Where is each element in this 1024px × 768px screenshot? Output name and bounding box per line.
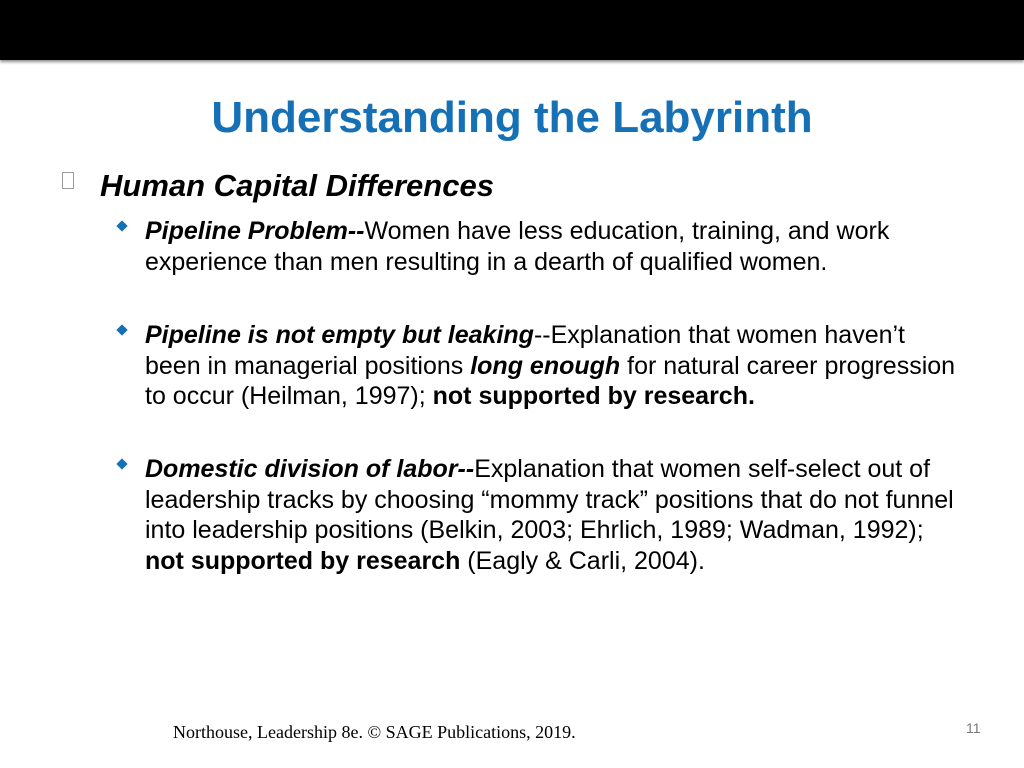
bullet-item-pipeline-problem	[145, 216, 965, 277]
item-lead: Pipeline Problem--	[145, 217, 365, 245]
item-strong: not supported by research	[145, 546, 461, 575]
item-text: --Explanation that women haven’t been in managerial positions	[145, 321, 905, 380]
item-emphasis: long enough	[470, 351, 621, 380]
item-lead: Domestic division of labor--	[145, 455, 475, 483]
item-strong: not supported by research.	[432, 382, 755, 410]
bullet-item-domestic-division	[145, 454, 965, 576]
square-bullet-icon	[62, 172, 74, 189]
slide-title: Understanding the Labyrinth	[211, 93, 813, 142]
diamond-bullet-icon	[116, 324, 127, 335]
diamond-bullet-icon	[116, 220, 127, 231]
bullet-item-pipeline-leaking	[145, 320, 965, 412]
item-text: Women have less education, training, and work experience than men resulting in a dearth of qualified women.	[145, 217, 890, 276]
item-text: for natural career progression to occur (Heilman, 1997);	[145, 351, 956, 410]
top-bar	[0, 0, 1024, 60]
item-lead: Pipeline is not empty but leaking	[145, 321, 534, 349]
footer-citation: Northouse, Leadership 8e. © SAGE Publications, 2019.	[173, 722, 576, 742]
item-text: (Eagly & Carli, 2004).	[460, 546, 705, 575]
diamond-bullet-icon	[116, 458, 127, 469]
item-text: Explanation that women self-select out of leadership tracks by choosing “mommy track” positions that do not funnel into leadership positions (Belkin, 2003; Ehrlich, 1989; Wadman, 1992);	[145, 455, 954, 544]
page-number: 11	[966, 720, 981, 736]
section-heading: Human Capital Differences	[100, 168, 494, 203]
